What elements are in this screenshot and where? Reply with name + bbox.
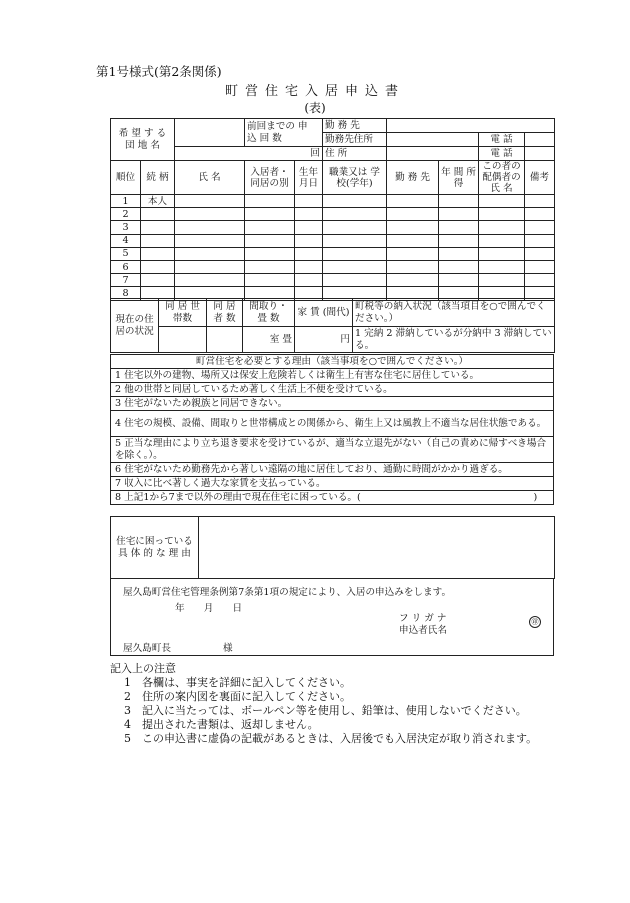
member-cell[interactable]: [479, 247, 525, 260]
col-remarks: 備考: [525, 161, 555, 195]
member-cell[interactable]: [387, 208, 439, 221]
note-item: 3 記入に当たっては、ボールペン等を使用し、鉛筆は、使用しないでください。: [124, 704, 527, 717]
rent-label: 家 賃 (間代): [295, 299, 353, 327]
member-cell[interactable]: [175, 195, 245, 208]
member-cell[interactable]: [175, 221, 245, 234]
member-cell[interactable]: [141, 261, 175, 274]
member-cell[interactable]: [525, 221, 555, 234]
reason-item[interactable]: 8 上記1から7まで以外の理由で現在住宅に困っている。( ): [111, 491, 554, 505]
member-cell[interactable]: [295, 195, 323, 208]
col-spouse: この者の 配偶者の 氏 名: [479, 161, 525, 195]
member-cell[interactable]: [175, 234, 245, 247]
member-cell[interactable]: [295, 208, 323, 221]
member-cell[interactable]: [525, 247, 555, 260]
reason-item[interactable]: 4 住宅の規模、設備、間取りと世帯構成との関係から、衛生上又は風教上不適当な居住状態である。: [111, 411, 554, 437]
table-row: [111, 261, 555, 274]
member-cell[interactable]: [387, 261, 439, 274]
phone-label-2: 電 話: [479, 147, 525, 161]
member-cell[interactable]: [141, 274, 175, 287]
mayor-label: 屋久島町長: [123, 643, 171, 654]
row-number: 4: [111, 234, 141, 247]
rent-field[interactable]: 円: [295, 327, 353, 353]
page-title: 町営住宅入居申込書: [224, 84, 405, 99]
reasons-heading: 町営住宅を必要とする理由（該当事項を○で囲んでください。）: [111, 355, 554, 369]
row-number: 7: [111, 274, 141, 287]
member-cell[interactable]: [141, 247, 175, 260]
member-cell[interactable]: [323, 195, 387, 208]
seal-mark: ㊞: [529, 616, 541, 628]
member-cell[interactable]: [387, 274, 439, 287]
address-label: 住 所: [323, 147, 387, 161]
desired-area-field[interactable]: [175, 119, 245, 147]
member-cell[interactable]: [439, 195, 479, 208]
workplace-label: 勤 務 先: [323, 119, 387, 133]
sama-label: 様: [223, 643, 233, 654]
member-cell[interactable]: [245, 274, 295, 287]
housing-table: [110, 298, 555, 353]
member-cell[interactable]: [439, 247, 479, 260]
address-field[interactable]: [387, 147, 479, 161]
notes-section: [110, 662, 537, 746]
home-phone-field[interactable]: [525, 147, 555, 161]
note-item: 4 提出された書類は、返却しません。: [124, 718, 319, 731]
members-header-row: [111, 161, 555, 195]
member-cell[interactable]: [295, 247, 323, 260]
row-number: 8: [111, 287, 141, 300]
member-cell[interactable]: [439, 234, 479, 247]
cohabitant-count-field[interactable]: [207, 327, 243, 353]
specific-reason-table: [110, 516, 555, 579]
row-number: 1: [111, 195, 141, 208]
tax-options[interactable]: 1 完納 2 滞納しているが分納中 3 滞納している。: [353, 327, 555, 353]
member-cell[interactable]: [479, 208, 525, 221]
prev-count-label: 前回までの 申 込 回 数: [245, 119, 323, 147]
table-row: [111, 274, 555, 287]
reasons-table: [110, 354, 554, 505]
row-number: 2: [111, 208, 141, 221]
member-cell[interactable]: [387, 247, 439, 260]
member-cell[interactable]: [245, 261, 295, 274]
member-cell[interactable]: [387, 234, 439, 247]
desired-area-label: 希 望 す る 団 地 名: [111, 119, 175, 161]
col-workplace: 勤 務 先: [387, 161, 439, 195]
housing-label: 現在の住居の状況: [111, 299, 159, 353]
household-count-label: 同 居 世帯数: [159, 299, 207, 327]
member-cell[interactable]: [245, 195, 295, 208]
member-cell[interactable]: [141, 234, 175, 247]
note-item: 1 各欄は、事実を詳細に記入してください。: [124, 676, 351, 689]
member-cell[interactable]: [387, 195, 439, 208]
cohabitant-count-label: 同 居 者 数: [207, 299, 243, 327]
member-cell[interactable]: [525, 261, 555, 274]
reason-item[interactable]: 3 住宅がないため親族と同居できない。: [111, 397, 554, 411]
member-cell[interactable]: [323, 234, 387, 247]
phone-label: 電 話: [479, 133, 525, 147]
layout-label: 間取り・ 畳 数: [243, 299, 295, 327]
member-cell[interactable]: [323, 274, 387, 287]
member-cell[interactable]: [387, 221, 439, 234]
member-cell[interactable]: [479, 221, 525, 234]
member-cell[interactable]: [323, 208, 387, 221]
col-income: 年 間 所 得: [439, 161, 479, 195]
member-cell[interactable]: [295, 234, 323, 247]
member-cell[interactable]: [479, 195, 525, 208]
member-cell[interactable]: [439, 261, 479, 274]
household-count-field[interactable]: [159, 327, 207, 353]
col-name: 氏 名: [175, 161, 245, 195]
reason-item[interactable]: 7 収入に比べ著しく過大な家賃を支払っている。: [111, 477, 554, 491]
workplace-address-field[interactable]: [387, 133, 479, 147]
workplace-phone-field[interactable]: [525, 133, 555, 147]
member-cell[interactable]: [525, 234, 555, 247]
specific-reason-label: 住宅に困っている 具 体 的 な 理 由: [111, 517, 199, 579]
table-row: [111, 208, 555, 221]
count-unit: 回: [175, 147, 323, 161]
member-cell[interactable]: [323, 247, 387, 260]
application-table: [110, 118, 555, 301]
member-cell[interactable]: [175, 247, 245, 260]
col-occupation: 職業又は 学校(学年): [323, 161, 387, 195]
reason-item[interactable]: 5 正当な理由により立ち退き要求を受けているが、適当な立退先がない（自己の責めに帰すべき場合を除く。）。: [111, 437, 554, 463]
specific-reason-field[interactable]: [199, 517, 555, 579]
member-cell[interactable]: [323, 261, 387, 274]
relation-cell[interactable]: 本人: [141, 195, 175, 208]
member-cell[interactable]: [245, 208, 295, 221]
row-number: 5: [111, 247, 141, 260]
member-cell[interactable]: [175, 274, 245, 287]
furigana-label: フ リ ガ ナ: [399, 613, 447, 624]
col-birthdate: 生年 月日: [295, 161, 323, 195]
side-label: (表): [304, 101, 326, 115]
reason-item[interactable]: 1 住宅以外の建物、場所又は保安上危険若しくは衛生上有害な住宅に居住している。: [111, 369, 554, 383]
table-row: [111, 195, 555, 208]
member-cell[interactable]: [175, 261, 245, 274]
col-resident-type: 入居者・ 同居の別: [245, 161, 295, 195]
form-code: 第1号様式(第2条関係): [96, 64, 222, 79]
reason-item[interactable]: 2 他の世帯と同居しているため著しく生活上不便を受けている。: [111, 383, 554, 397]
row-number: 3: [111, 221, 141, 234]
member-cell[interactable]: [245, 234, 295, 247]
workplace-address-label: 勤務先住所: [323, 133, 387, 147]
application-date[interactable]: 年 月 日: [175, 603, 243, 614]
applicant-name-label: 申込者氏名: [399, 625, 447, 636]
note-item: 5 この申込書に虚偽の記載があるときは、入居後でも入居決定が取り消されます。: [124, 732, 538, 745]
declaration-box: [110, 578, 554, 656]
member-cell[interactable]: [323, 221, 387, 234]
note-item: 2 住所の案内図を裏面に記入してください。: [124, 690, 351, 703]
member-cell[interactable]: [439, 221, 479, 234]
member-cell[interactable]: [295, 221, 323, 234]
member-cell[interactable]: [479, 234, 525, 247]
workplace-field[interactable]: [387, 119, 555, 133]
member-cell[interactable]: [245, 221, 295, 234]
member-cell[interactable]: [525, 208, 555, 221]
tax-status-label: 町税等の納入状況（該当項目を○で囲んでください。）: [353, 299, 555, 327]
member-cell[interactable]: [295, 274, 323, 287]
member-cell[interactable]: [245, 247, 295, 260]
member-cell[interactable]: [175, 208, 245, 221]
row-number: 6: [111, 261, 141, 274]
col-rank: 順位: [111, 161, 141, 195]
room-tatami-field[interactable]: 室 畳: [243, 327, 295, 353]
member-cell[interactable]: [479, 274, 525, 287]
member-cell[interactable]: [141, 208, 175, 221]
notes-title: 記入上の注意: [110, 662, 176, 675]
member-cell[interactable]: [479, 261, 525, 274]
table-row: [111, 234, 555, 247]
member-cell[interactable]: [295, 261, 323, 274]
table-row: [111, 221, 555, 234]
col-relation: 続 柄: [141, 161, 175, 195]
reason-item[interactable]: 6 住宅がないため勤務先から著しい遠隔の地に居住しており、通勤に時間がかかり過ぎる。: [111, 463, 554, 477]
member-cell[interactable]: [439, 208, 479, 221]
member-cell[interactable]: [141, 221, 175, 234]
member-cell[interactable]: [525, 274, 555, 287]
member-cell[interactable]: [439, 274, 479, 287]
member-cell[interactable]: [525, 195, 555, 208]
table-row: [111, 247, 555, 260]
declaration-statement: 屋久島町営住宅管理条例第7条第1項の規定により、入居の申込みをします。: [123, 587, 452, 598]
